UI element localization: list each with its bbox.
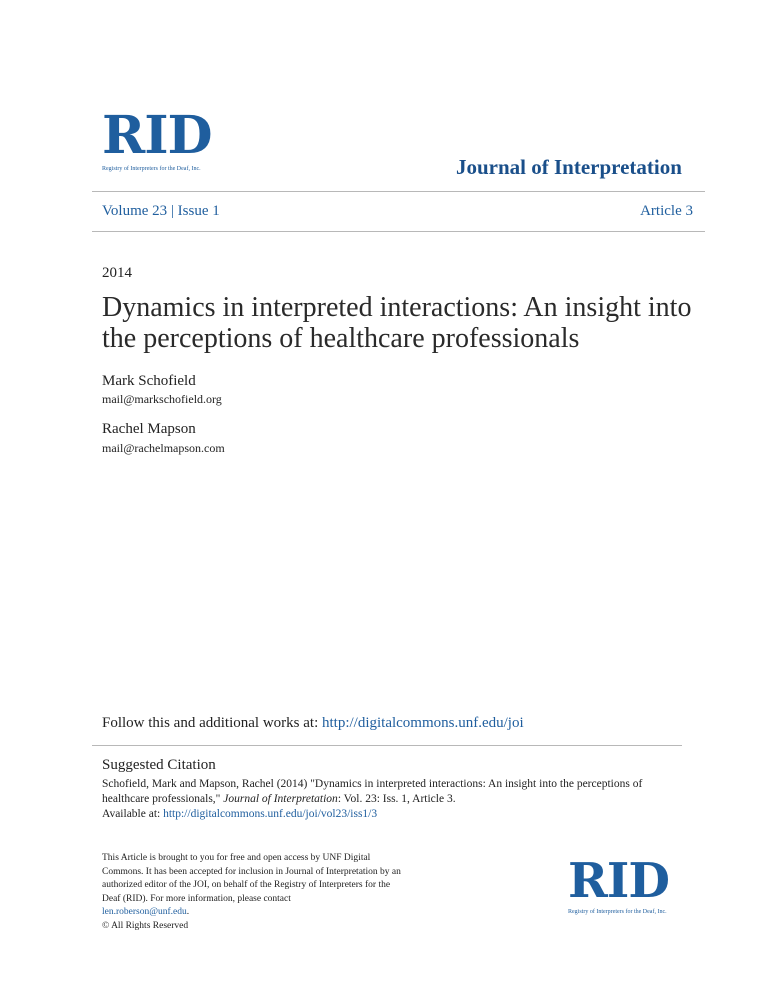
follow-link[interactable]: http://digitalcommons.unf.edu/joi (321, 715, 524, 731)
citation-text: Schofield, Mark and Mapson, Rachel (2014) "Dynamics in interpreted interactions: An insight into the perceptions of healthcare professionals," (102, 778, 643, 805)
author-name-1: Mark Schofield (102, 373, 196, 389)
rid-logo-tagline: Registry of Interpreters for the Deaf, Inc. (102, 166, 201, 172)
rights-statement: © All Rights Reserved (102, 920, 189, 931)
citation-available-link[interactable]: http://digitalcommons.unf.edu/joi/vol23/iss1/3 (163, 808, 378, 820)
citation-heading: Suggested Citation (102, 757, 216, 773)
author-email-2[interactable]: mail@rachelmapson.com (102, 441, 225, 455)
citation-journal: Journal of Interpretation (223, 793, 338, 805)
rid-logo-mark-bottom: RID (568, 853, 669, 909)
publication-year: 2014 (102, 265, 132, 281)
rid-logo-bottom (568, 855, 669, 915)
citation-divider (92, 745, 682, 746)
article-link[interactable]: Article 3 (640, 203, 693, 219)
author-email-1[interactable]: mail@markschofield.org (102, 392, 222, 406)
citation-available-label: Available at: (102, 808, 161, 820)
rid-logo-tagline-bottom: Registry of Interpreters for the Deaf, Inc. (568, 909, 667, 915)
follow-line (102, 715, 524, 732)
rid-logo-mark: RID (102, 105, 212, 166)
citation-body (102, 777, 682, 822)
rid-logo-top (102, 105, 212, 172)
header-divider-bottom (92, 231, 705, 232)
author-name-2: Rachel Mapson (102, 421, 196, 437)
contact-suffix: . (186, 907, 190, 917)
article-title: Dynamics in interpreted interactions: An insight into the perceptions of healthcare professionals (102, 292, 692, 354)
contact-email-link[interactable]: len.roberson@unf.edu (102, 907, 187, 917)
follow-label: Follow this and additional works at: (102, 715, 319, 731)
open-access-notice (102, 852, 402, 933)
issue-link[interactable]: Issue 1 (177, 203, 220, 219)
journal-title[interactable]: Journal of Interpretation (456, 155, 682, 179)
volume-issue-line (102, 203, 220, 220)
header-divider-top (92, 191, 705, 192)
volume-issue-separator: | (170, 203, 174, 219)
notice-text: This Article is brought to you for free and open access by UNF Digital Commons. It has been accepted for inclusion in Journal of Interpretation by an authorized editor of the JOI, on behalf of the Registry of Interpreters for the Deaf (RID). For more information, please contact (102, 853, 401, 904)
volume-link[interactable]: Volume 23 (102, 203, 168, 219)
citation-volume-info: : Vol. 23: Iss. 1, Article 3. (337, 793, 456, 805)
